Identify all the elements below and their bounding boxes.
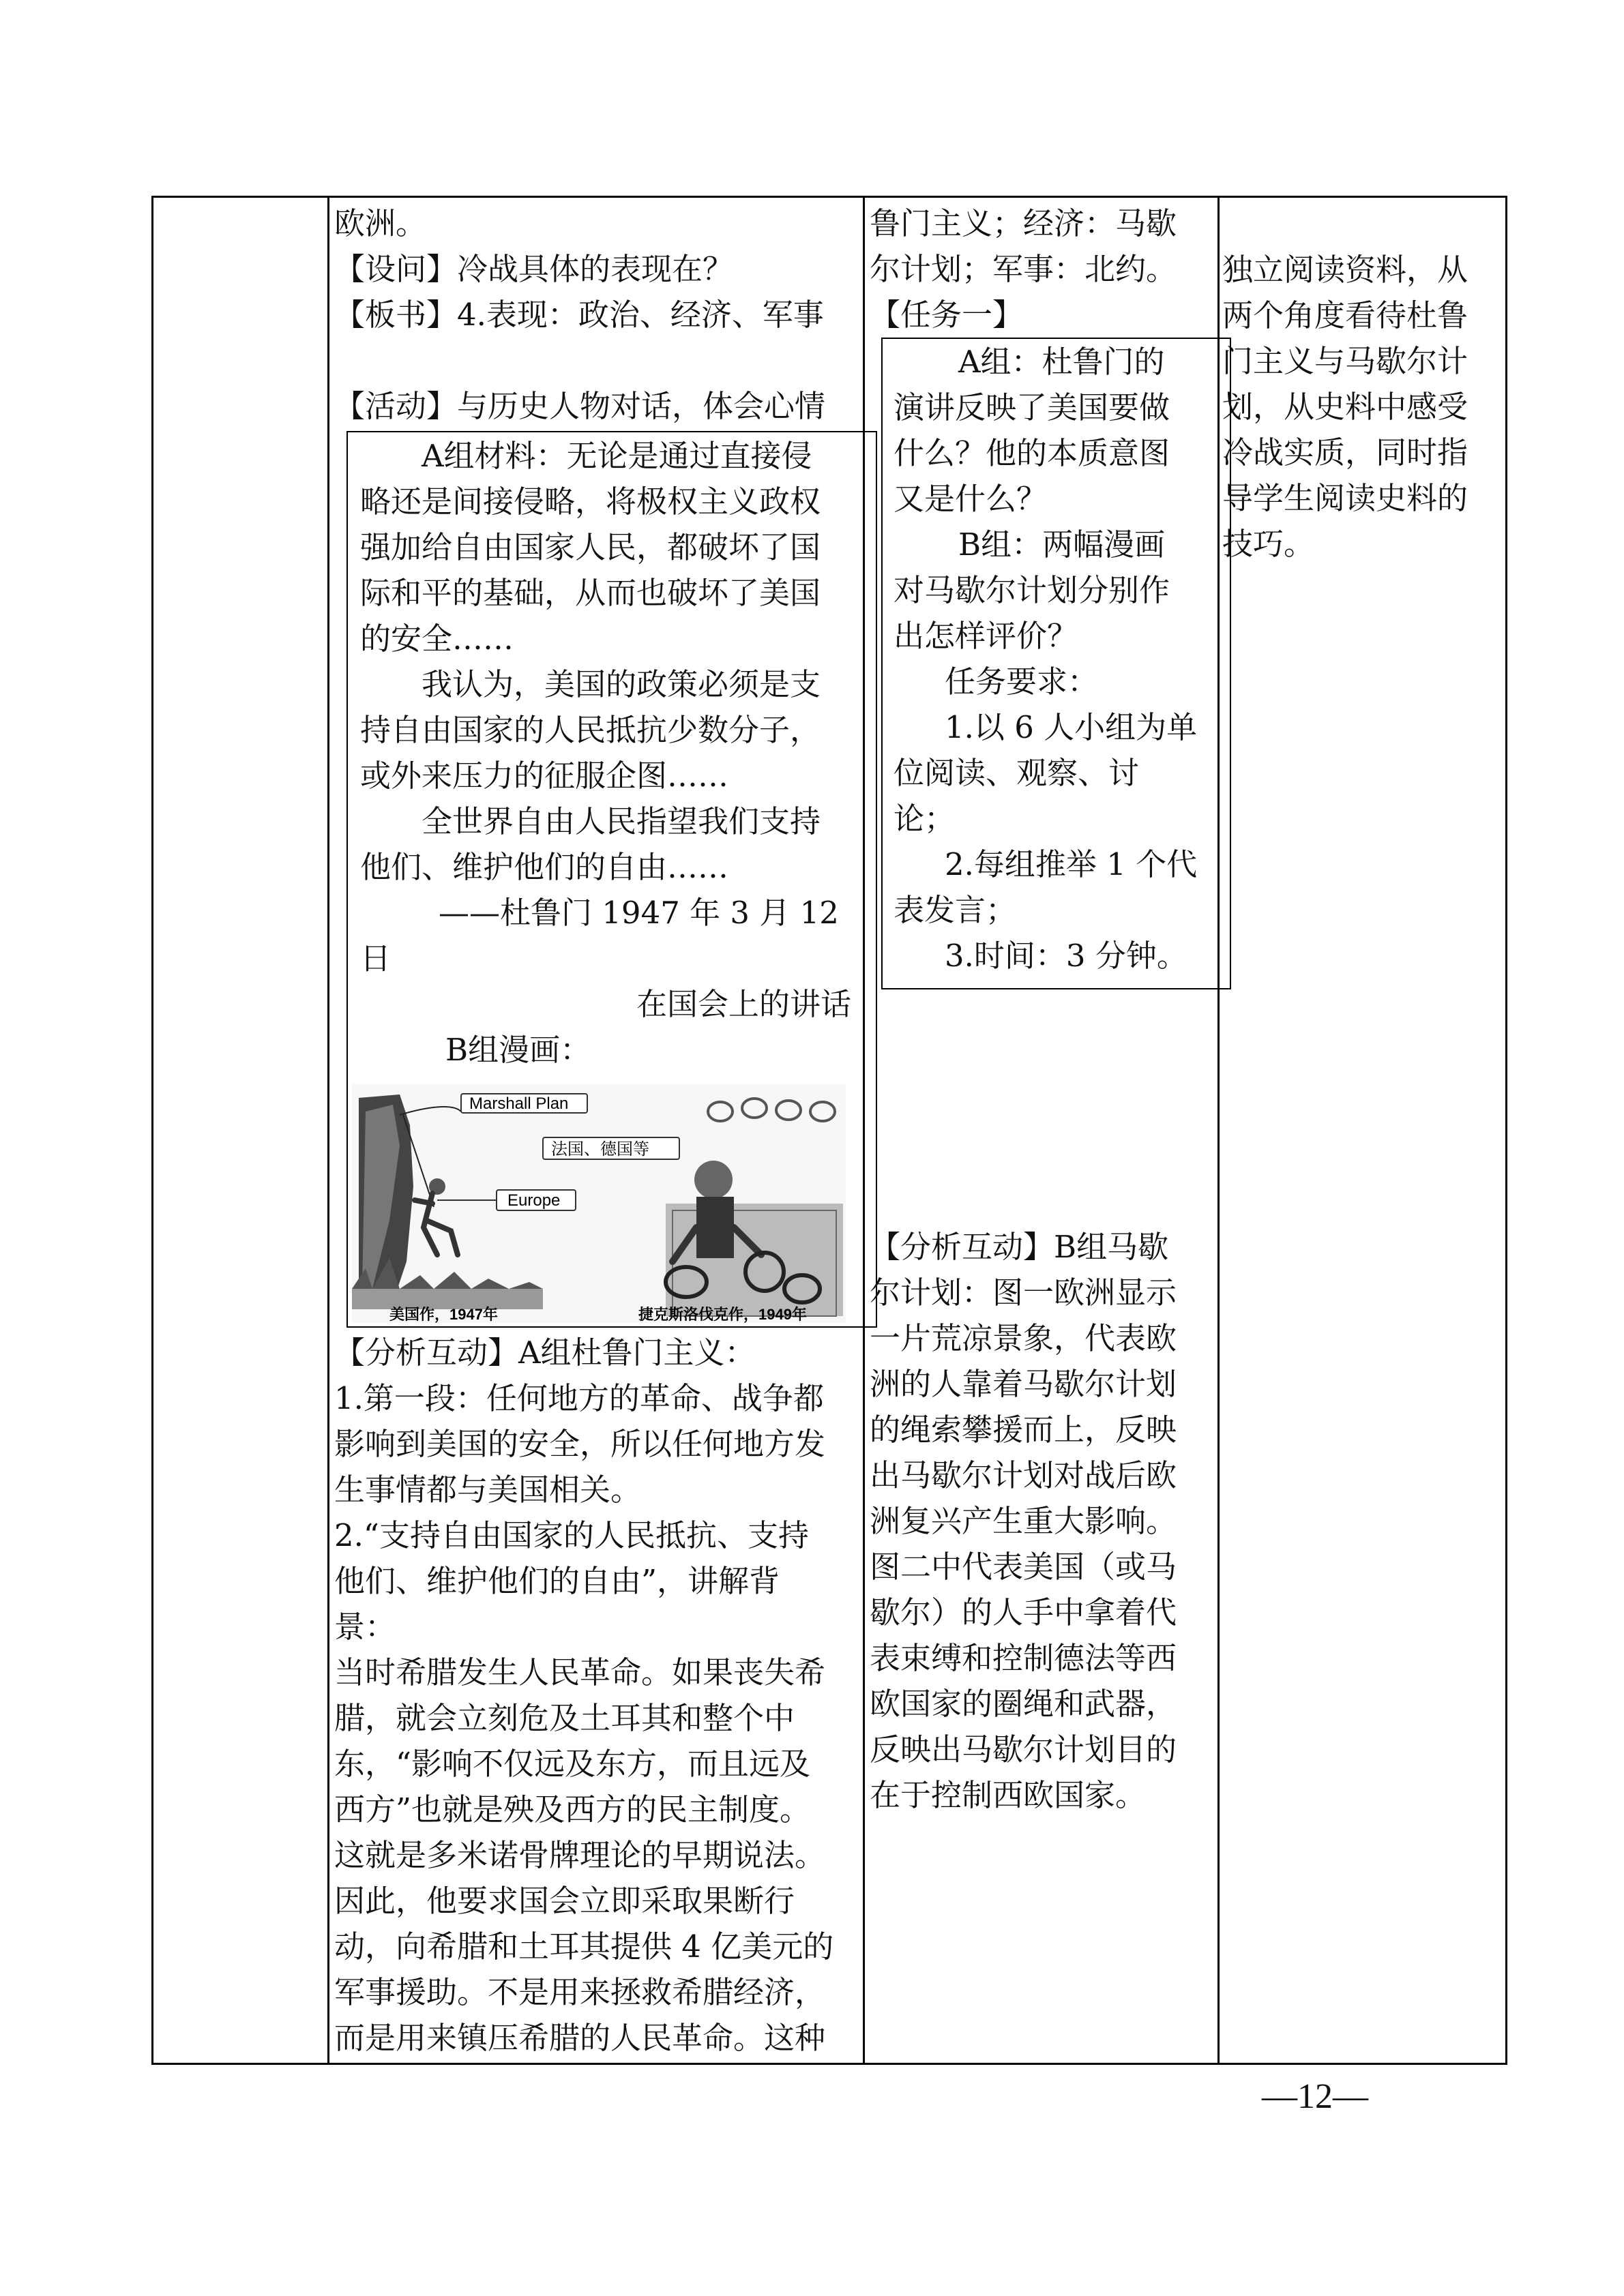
text-line: 洲的人靠着马歇尔计划 [870, 1366, 1177, 1402]
text-line: 2.“支持自由国家的人民抵抗、支持 [334, 1517, 809, 1553]
table-border-left [151, 196, 153, 2065]
text-line: 一片荒凉景象，代表欧 [870, 1320, 1177, 1356]
material-b-title: B组漫画： [445, 1032, 591, 1068]
cartoon-label-marshall: Marshall Plan [469, 1094, 569, 1113]
text-line: 尔计划：图一欧洲显示 [870, 1274, 1177, 1311]
text-line: 动，向希腊和土耳其提供 4 亿美元的 [334, 1928, 834, 1965]
text-line: 【板书】4.表现：政治、经济、军事 [334, 297, 824, 333]
text-line [334, 338, 825, 383]
cartoon-caption-left: 美国作，1947年 [389, 1306, 498, 1323]
text-line: 这就是多米诺骨牌理论的早期说法。 [334, 1837, 826, 1873]
cartoon-label-europe: Europe [507, 1191, 561, 1210]
text-line: 腊，就会立刻危及土耳其和整个中 [334, 1700, 795, 1736]
text-line: 持自由国家的人民抵抗少数分子， [360, 712, 821, 748]
task-text [894, 339, 1197, 979]
text-line: 独立阅读资料，从 [1222, 252, 1468, 288]
text-line: 图二中代表美国（或马 [870, 1549, 1177, 1585]
text-line: 际和平的基础，从而也破坏了美国 [360, 575, 821, 611]
text-line: 【分析互动】A组杜鲁门主义： [334, 1335, 756, 1371]
text-line: 的安全…… [360, 621, 514, 657]
text-line: 【设问】冷战具体的表现在？ [334, 251, 734, 287]
text-line: 【任务一】 [870, 297, 1024, 333]
text-line: 论； [894, 801, 956, 837]
text-line: 导学生阅读史料的 [1222, 480, 1468, 516]
text-line: 任务要求： [945, 664, 1099, 700]
text-line: 对马歇尔计划分别作 [894, 572, 1170, 608]
text-line: 当时希腊发生人民革命。如果丧失希 [334, 1654, 826, 1690]
text-line: 日 [360, 940, 392, 976]
text-line: 略还是间接侵略，将极权主义政权 [360, 483, 821, 520]
table-border-right [1505, 196, 1507, 2065]
col3-top-text [870, 200, 1177, 338]
text-line: 或外来压力的征服企图…… [360, 758, 729, 794]
text-line: 欧洲。 [334, 205, 427, 241]
text-line: 他们、维护他们的自由”，讲解背 [334, 1563, 780, 1599]
text-line: ——杜鲁门 1947 年 3 月 12 [439, 895, 839, 931]
page-number: —12— [1262, 2077, 1368, 2116]
text-line: 我认为，美国的政策必须是支 [422, 666, 821, 702]
text-line: 演讲反映了美国要做 [894, 389, 1170, 426]
col2-analysis-text [334, 1330, 833, 2061]
table-border-top [151, 196, 1507, 198]
text-line: 东，“影响不仅远及东方，而且远及 [334, 1746, 811, 1782]
text-line: 景： [334, 1609, 396, 1645]
cartoon-caption-right: 捷克斯洛伐克作，1949年 [638, 1306, 807, 1323]
text-line: 歇尔）的人手中拿着代 [870, 1594, 1177, 1630]
text-line: 西方”也就是殃及西方的民主制度。 [334, 1791, 811, 1828]
text-line: 【活动】与历史人物对话，体会心情 [334, 388, 826, 424]
text-line: 尔计划；军事：北约。 [870, 251, 1177, 287]
text-line: 位阅读、观察、讨 [894, 755, 1140, 791]
table-divider-1 [327, 196, 329, 2065]
text-line: 鲁门主义；经济：马歇 [870, 205, 1177, 241]
text-line: 因此，他要求国会立即采取果断行 [334, 1883, 795, 1919]
text-line: 划，从史料中感受 [1222, 389, 1468, 425]
text-line: 两个角度看待杜鲁 [1222, 297, 1468, 333]
col2-top-text [334, 200, 825, 429]
marshall-plan-cartoon [352, 1084, 846, 1323]
text-line: 生事情都与美国相关。 [334, 1472, 642, 1508]
text-line: 反映出马歇尔计划目的 [870, 1731, 1177, 1768]
text-line: 又是什么？ [894, 481, 1048, 517]
text-line: 影响到美国的安全，所以任何地方发 [334, 1426, 826, 1462]
cartoon-label-france-germany: 法国、德国等 [551, 1140, 649, 1159]
col3-analysis-text [870, 1224, 1177, 1818]
text-line: 技巧。 [1222, 526, 1315, 562]
text-line: 【分析互动】B组马歇 [870, 1229, 1169, 1265]
text-line: 而是用来镇压希腊的人民革命。这种 [334, 2020, 826, 2056]
text-line: 欧国家的圈绳和武器， [870, 1686, 1177, 1722]
text-line: 表束缚和控制德法等西 [870, 1640, 1177, 1676]
text-line: 表发言； [894, 892, 1017, 928]
text-line: 的绳索攀援而上，反映 [870, 1412, 1177, 1448]
text-line: 强加给自由国家人民，都破坏了国 [360, 529, 821, 565]
text-line: 出怎样评价？ [894, 618, 1078, 654]
text-line: 他们、维护他们的自由…… [360, 849, 729, 885]
text-line: 门主义与马歇尔计 [1222, 343, 1468, 379]
text-line: 2.每组推举 1 个代 [945, 846, 1198, 882]
text-line: 什么？他的本质意图 [894, 435, 1170, 471]
text-line: A组材料：无论是通过直接侵 [422, 438, 812, 474]
text-line: 洲复兴产生重大影响。 [870, 1503, 1177, 1539]
material-a-text [360, 433, 851, 1073]
text-line: B组：两幅漫画 [958, 526, 1166, 563]
text-line: 3.时间：3 分钟。 [945, 938, 1187, 974]
text-line: 1.第一段：任何地方的革命、战争都 [334, 1380, 824, 1416]
text-line: 出马歇尔计划对战后欧 [870, 1457, 1177, 1493]
text-line: 冷战实质，同时指 [1222, 434, 1468, 471]
table-border-bottom [151, 2063, 1507, 2065]
text-line: 在于控制西欧国家。 [870, 1777, 1147, 1813]
text-line: 军事援助。不是用来拯救希腊经济， [334, 1974, 826, 2010]
text-line: A组：杜鲁门的 [958, 344, 1165, 380]
text-line: 1.以 6 人小组为单 [945, 709, 1198, 745]
material-a-source: 在国会上的讲话 [636, 986, 851, 1022]
text-line: 全世界自由人民指望我们支持 [422, 803, 821, 839]
col4-text [1222, 247, 1468, 567]
